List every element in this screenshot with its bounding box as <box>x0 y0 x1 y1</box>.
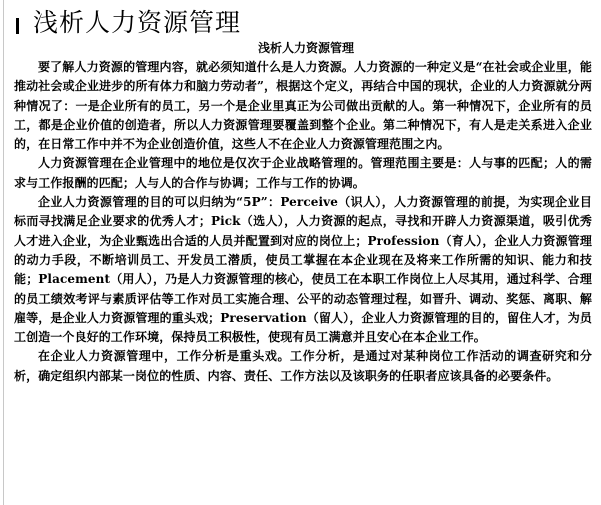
article-paragraph: 在企业人力资源管理中，工作分析是重头戏。工作分析，是通过对某种岗位工作活动的调查研究和分析，确定组织内部某一岗位的性质、内容、责任、工作方法以及该职务的任职者应该具备的必要条件。 <box>14 349 592 383</box>
title-bar-marker <box>16 18 19 34</box>
page-title: 浅析人力资源管理 <box>33 8 242 37</box>
article-body <box>14 38 592 386</box>
page-left-border <box>3 0 4 505</box>
article-subtitle: 浅析人力资源管理 <box>257 41 354 55</box>
document-header <box>16 4 241 38</box>
article-paragraph: 人力资源管理在企业管理中的地位是仅次于企业战略管理的。管理范围主要是：人与事的匹配；人的需求与工作报酬的匹配；人与人的合作与协调；工作与工作的协调。 <box>14 156 592 190</box>
article-paragraph: 企业人力资源管理的目的可以归纳为“5P”：Perceive（识人），人力资源管理的前提，为实现企业目标而寻找满足企业要求的优秀人才；Pick（选人），人力资源的起点，寻找和开辟人力资源渠道，吸引优秀人才进入企业，为企业甄选出合适的人员并配置到对应的岗位上；Profession（育人），企业人力资源管理的动力手段，不断培训员工、开发员工潜质，使员工掌握在本企业现在及将来工作所需的知识、能力和技能；Placement（用人），乃是人力资源管理的核心，使员工在本职工作岗位上人尽其用，通过科学、合理的员工绩效考评与素质评估等工作对员工实施合理、公平的动态管理过程，如晋升、调动、奖惩、离职、解雇等，是企业人力资源管理的重头戏；Preservation（留人），企业人力资源管理的目的，留住人才，为员工创造一个良好的工作环境，保持员工积极性，使现有员工满意并且安心在本企业工作。 <box>14 195 592 345</box>
article-paragraph: 要了解人力资源的管理内容，就必须知道什么是人力资源。人力资源的一种定义是“在社会或企业里，能推动社会或企业进步的所有体力和脑力劳动者”，根据这个定义，再结合中国的现状，企业的人力资源就分两种情况了：一是企业所有的员工，另一个是企业里真正为公司做出贡献的人。第一种情况下，企业所有的员工，都是企业价值的创造者，所以人力资源管理要覆盖到整个企业。第二种情况下，有人是走关系进入企业的，在日常工作中并不为企业创造价值，这些人不在企业人力资源管理范围之内。 <box>14 60 592 152</box>
